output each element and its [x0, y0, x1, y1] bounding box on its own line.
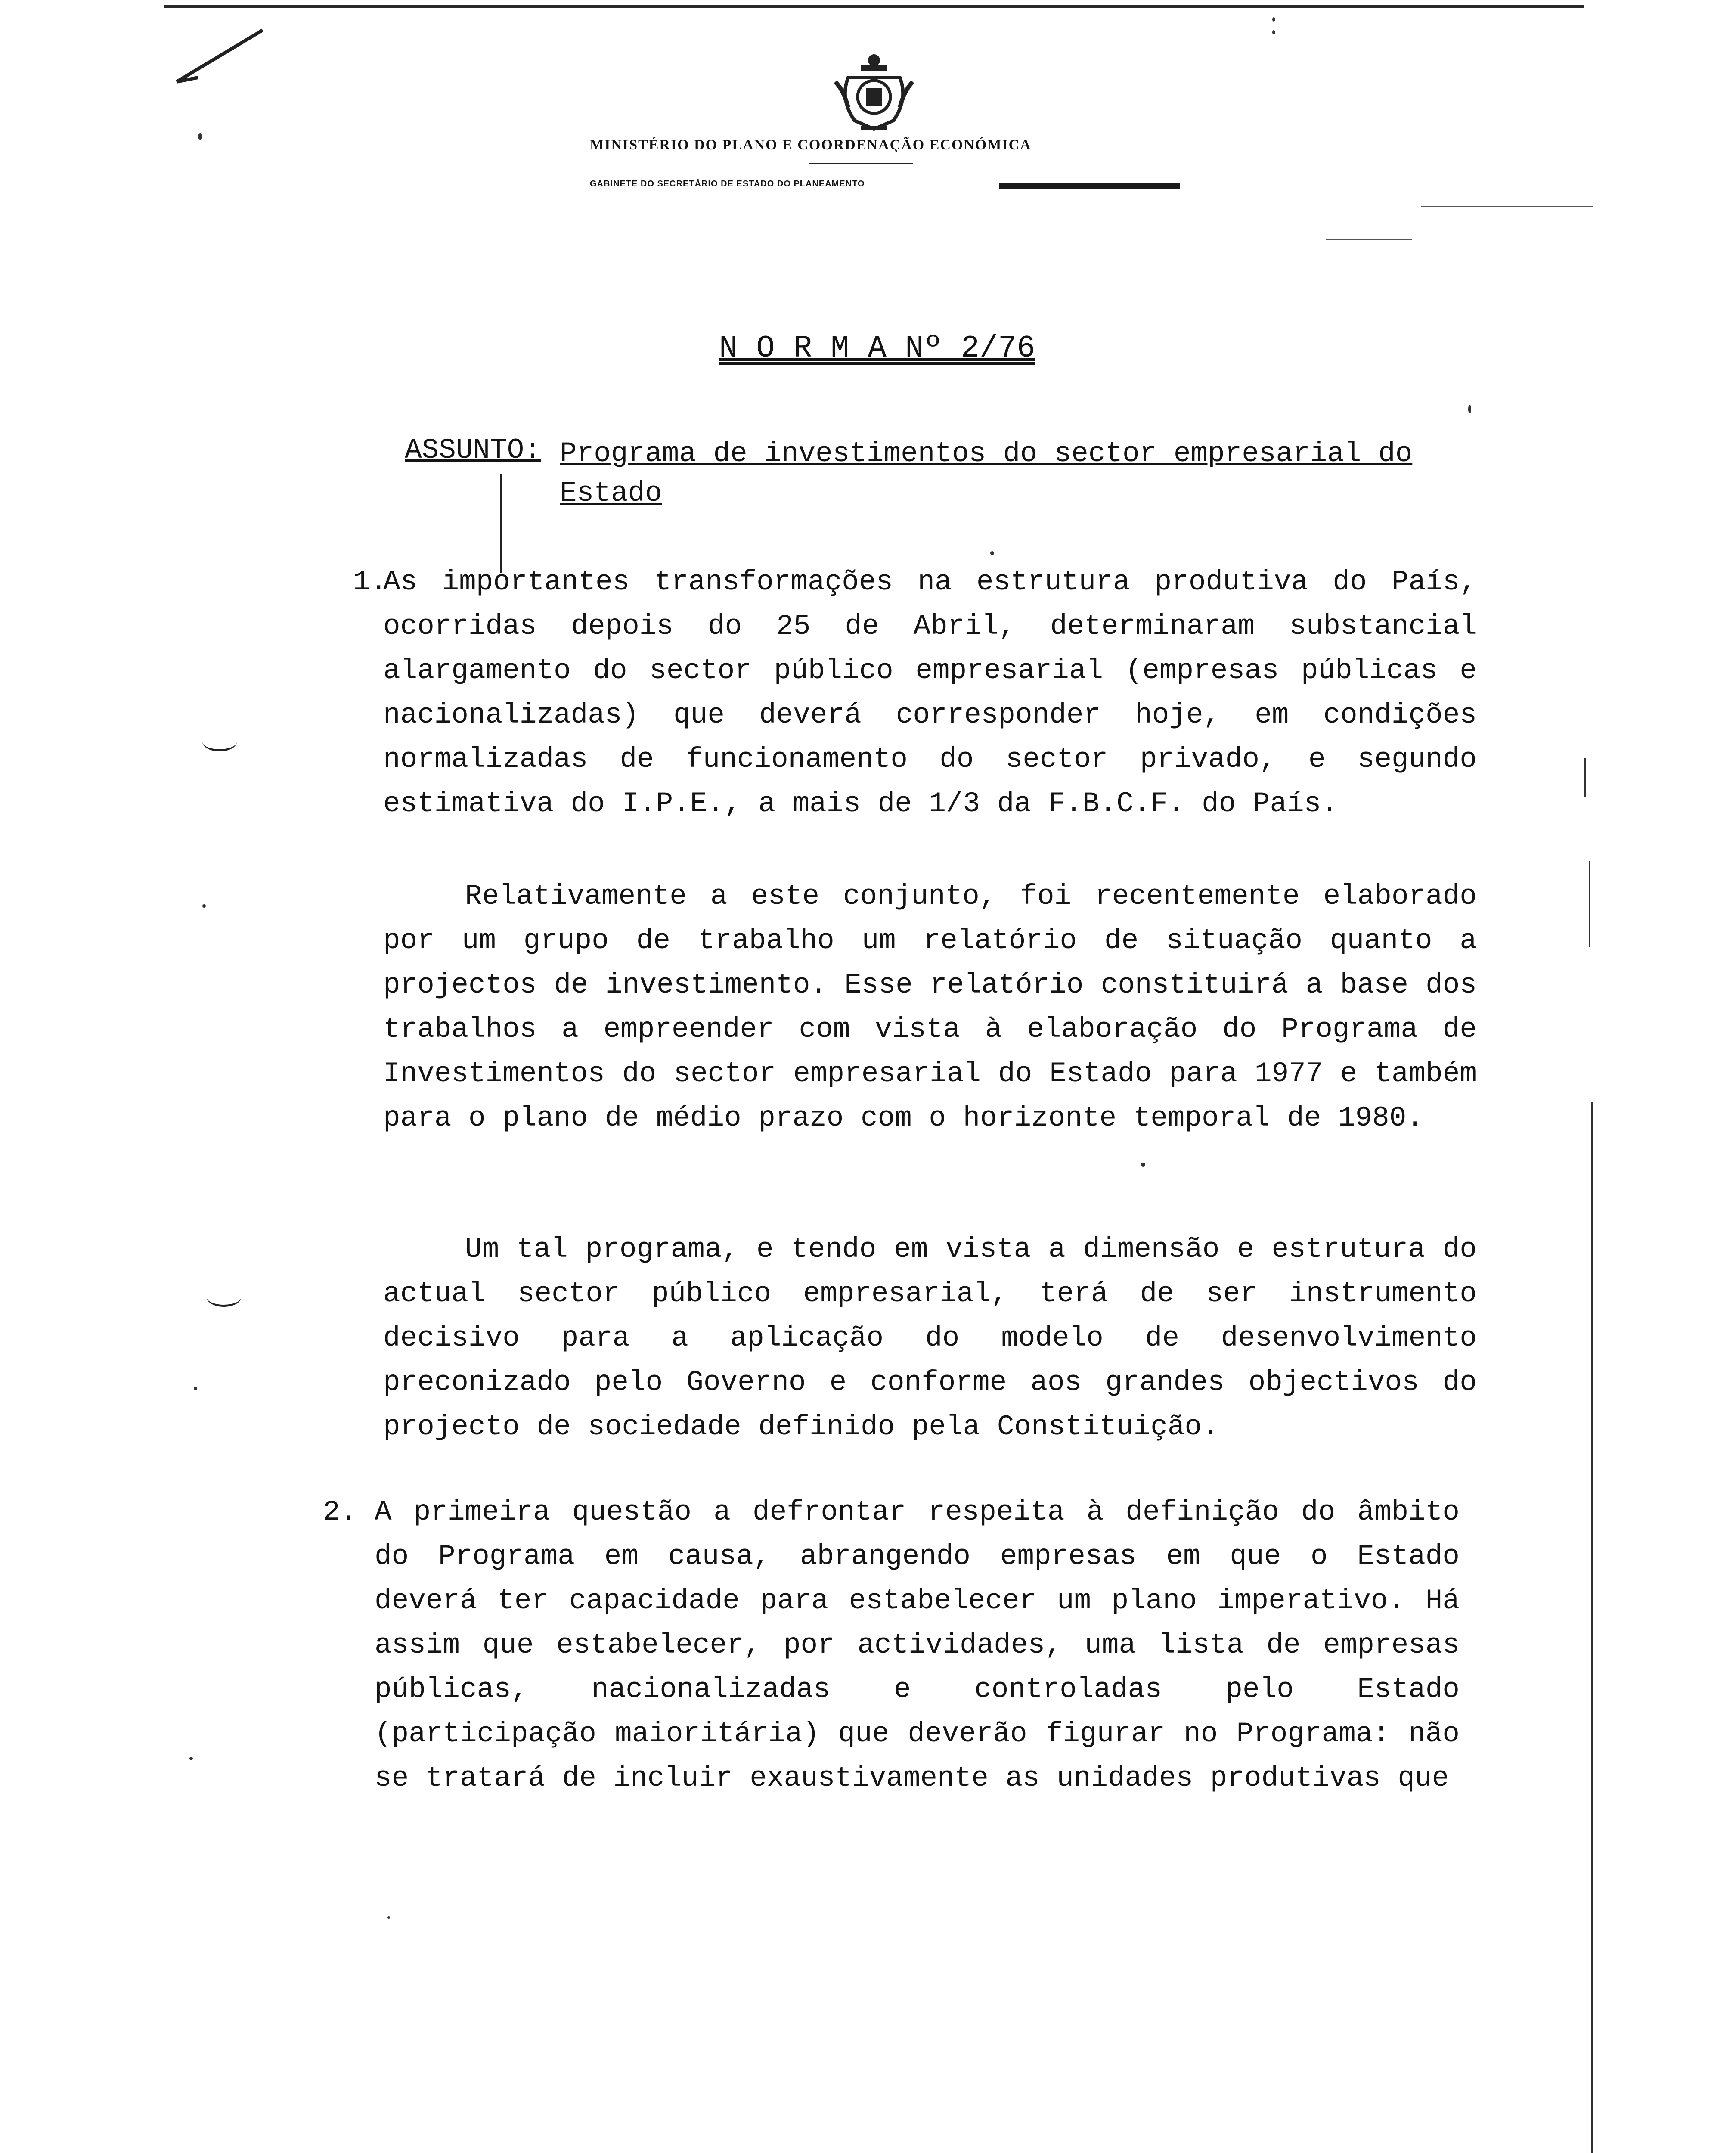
margin-mark	[1589, 861, 1590, 947]
ministry-name: MINISTÉRIO DO PLANO E COORDENAÇÃO ECONÓMICA	[590, 137, 1032, 153]
scan-speck	[189, 1757, 193, 1760]
scan-speck	[388, 1916, 390, 1919]
scan-speck	[198, 133, 202, 140]
section-1-paragraph-1: As importantes transformações na estrutura produtiva do País, ocorridas depois do 25 de Abril, determinaram substancial alargamento do sector público empresarial (empresas públicas e nacionalizadas) que deverá corresponder hoje, em condições normalizadas de funcionamento do sector privado, e segundo estimativa do I.P.E., a mais de 1/3 da F.B.C.F. do País.	[383, 566, 1477, 820]
scan-speck	[1272, 30, 1275, 34]
scan-mark	[207, 1287, 241, 1307]
scan-speck	[202, 904, 206, 908]
subject-text: Programa de investimentos do sector empresarial do Estado	[560, 437, 1413, 509]
scan-speck	[1468, 405, 1471, 413]
scan-speck	[990, 551, 994, 555]
scan-speck	[1141, 1163, 1145, 1167]
section-2-paragraph-1: A primeira questão a defrontar respeita à definição do âmbito do Programa em causa, abrangendo empresas em que o Estado deverá ter capacidade para estabelecer um plano imperativo. Há assim que estabelecer, por actividades, uma lista de empresas públicas, nacionalizadas e controladas pelo Estado (participação maioritária) que deverão figurar no Programa: não se tratará de incluir exaustivamente as unidades produtivas que	[375, 1496, 1460, 1794]
scan-mark	[172, 26, 267, 86]
redaction-bar	[999, 183, 1180, 189]
section-1-paragraph-3: Um tal programa, e tendo em vista a dimensão e estrutura do actual sector público empresarial, terá de ser instrumento decisivo para a aplicação do modelo de desenvolvimento preconizado pelo Governo e conforme aos grandes objectivos do projecto de sociedade definido pela Constituição.	[383, 1233, 1477, 1443]
margin-mark	[1584, 758, 1586, 797]
margin-annotation-line	[500, 474, 502, 573]
section-1-paragraph-2: Relativamente a este conjunto, foi recentemente elaborado por um grupo de trabalho um relatório de situação quanto a projectos de investimento. Esse relatório constituirá a base dos trabalhos a empreender com vista à elaboração do Programa de Investimentos do sector empresarial do Estado para 1977 e também para o plano de médio prazo com o horizonte temporal de 1980.	[383, 880, 1477, 1134]
coat-of-arms-icon	[831, 52, 917, 133]
subject-label: ASSUNTO:	[405, 434, 541, 466]
top-border-line	[164, 5, 1584, 8]
cabinet-name: GABINETE DO SECRETÁRIO DE ESTADO DO PLANEAMENTO	[590, 179, 865, 189]
scan-mark	[202, 732, 237, 751]
scan-speck	[1272, 17, 1275, 22]
scan-streak	[1326, 239, 1412, 240]
section-number: 1.	[353, 566, 388, 598]
scan-speck	[194, 1387, 197, 1390]
margin-mark	[1591, 1102, 1593, 2153]
ministry-rule	[809, 163, 913, 164]
document-title: N O R M A Nº 2/76	[719, 331, 1035, 366]
scan-streak	[1421, 206, 1593, 207]
section-number: 2.	[323, 1496, 357, 1528]
